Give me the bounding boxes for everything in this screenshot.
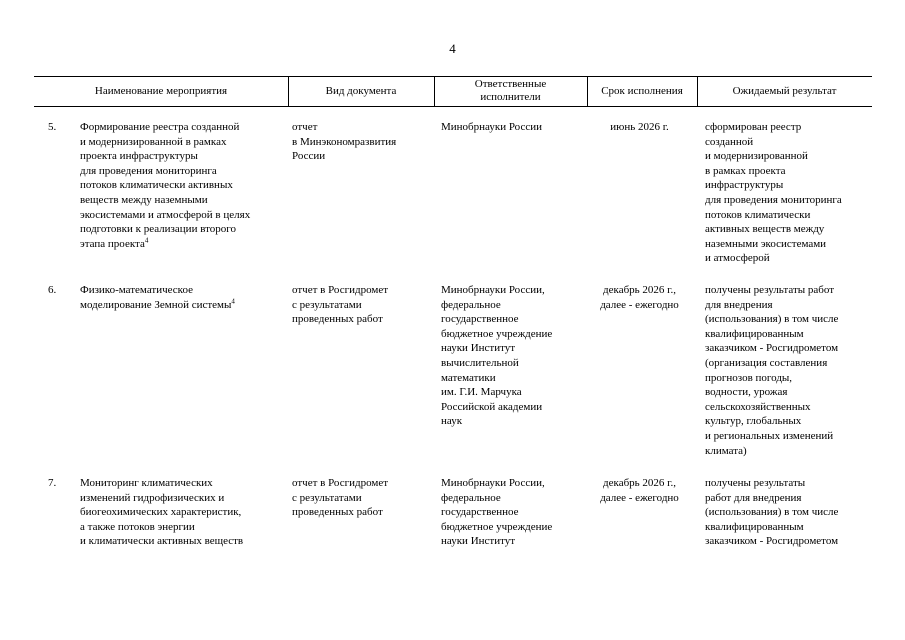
row-number: 6. xyxy=(48,284,57,296)
row-result: получены результаты работ для внедрения (использования) в том числе квалифицированным заказчиком - Росгидрометом (организация составления прогнозов погоды, водности, урожая сельскохозяйственных культур, глобальных и региональных изменений климата) xyxy=(705,284,839,457)
header-deadline: Срок исполнения xyxy=(601,84,683,97)
row-number: 7. xyxy=(48,477,57,489)
header-doc-type: Вид документа xyxy=(325,84,397,97)
header-name: Наименование мероприятия xyxy=(94,84,228,97)
header-responsible: Ответственные исполнители xyxy=(474,78,547,103)
header-result: Ожидаемый результат xyxy=(732,84,837,97)
footnote-ref: 4 xyxy=(144,236,149,245)
row-result: получены результаты работ для внедрения (использования) в том числе квалифицированным заказчиком - Росгидрометом xyxy=(705,477,839,548)
row-deadline: июнь 2026 г. xyxy=(610,121,669,133)
row-result: сформирован реестр созданной и модернизированной в рамках проекта инфраструктуры для проведения мониторинга потоков климатически активных веществ между наземными экосистемами и атмосферой xyxy=(705,121,842,265)
row-name xyxy=(80,283,286,312)
row-doc-type: отчет в Росгидромет с результатами проведенных работ xyxy=(292,284,389,326)
row-doc-type: отчет в Минэкономразвития России xyxy=(292,121,397,163)
row-responsible: Минобрнауки России, федеральное государственное бюджетное учреждение науки Институт вычислительной математики им. Г.И. Марчука Российской академии наук xyxy=(441,284,553,428)
row-responsible: Минобрнауки России, федеральное государственное бюджетное учреждение науки Институт xyxy=(441,477,553,548)
row-deadline: декабрь 2026 г., далее - ежегодно xyxy=(600,477,679,504)
row-name-text: Физико-математическое моделирование Земной системы xyxy=(80,284,232,311)
row-name xyxy=(80,120,286,251)
row-number: 5. xyxy=(48,121,57,133)
page-number: 4 xyxy=(449,41,456,56)
row-name: Мониторинг климатических изменений гидрофизических и биогеохимических характеристик, а также потоков энергии и климатически активных веществ xyxy=(80,477,244,548)
row-responsible: Минобрнауки России xyxy=(441,121,542,133)
row-doc-type: отчет в Росгидромет с результатами проведенных работ xyxy=(292,477,389,519)
row-name-text: Формирование реестра созданной и модернизированной в рамках проекта инфраструктуры для проведения мониторинга потоков климатически активных веществ между наземными экосистемами и атмосферой в целях подготовки к реализации второго этапа проекта xyxy=(80,121,251,250)
row-deadline: декабрь 2026 г., далее - ежегодно xyxy=(600,284,679,311)
footnote-ref: 4 xyxy=(231,296,235,305)
table-header-bottom-rule xyxy=(34,106,872,107)
